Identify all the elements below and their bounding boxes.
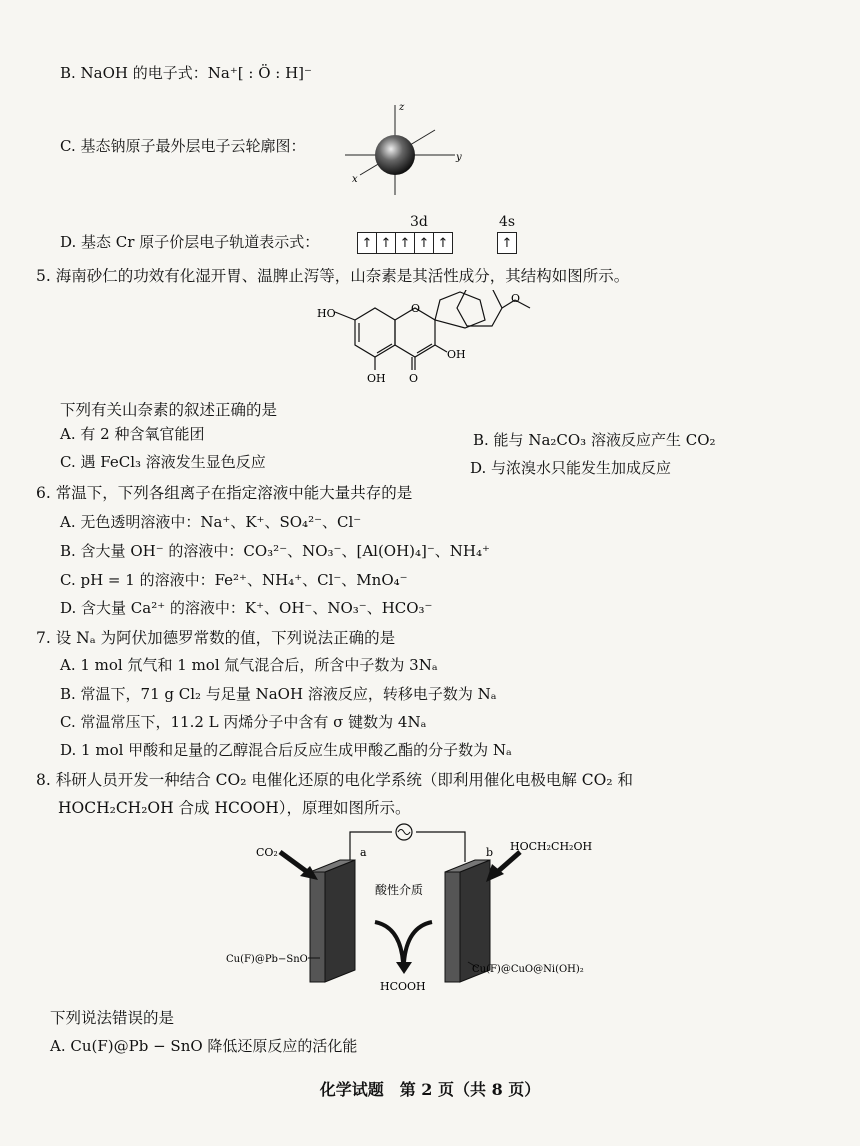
label-ho: HO: [317, 307, 336, 320]
label-oh-bottom: OH: [367, 372, 386, 385]
q5-stem: 5. 海南砂仁的功效有化湿开胃、温脾止泻等，山奈素是其活性成分，其结构如图所示。: [36, 267, 630, 285]
q5-option-d: D. 与浓溴水只能发生加成反应: [470, 459, 672, 477]
orbital-4s-label: 4s: [499, 214, 516, 230]
axis-z-label: z: [399, 102, 405, 113]
q8-stem-line1: 8. 科研人员开发一种结合 CO₂ 电催化还原的电化学系统（即利用催化电极电解 CO₂ 和: [36, 771, 633, 789]
q5-option-b: B. 能与 Na₂CO₃ 溶液反应产生 CO₂: [473, 431, 716, 449]
orbital-box: ↑: [497, 232, 517, 254]
q7-option-a: A. 1 mol 氘气和 1 mol 氚气混合后，所含中子数为 3Nₐ: [60, 656, 438, 674]
q6-option-b: B. 含大量 OH⁻ 的溶液中：CO₃²⁻、NO₃⁻、[Al(OH)₄]⁻、NH₄⁺: [60, 542, 490, 560]
label-product-hcooh: HCOOH: [380, 980, 426, 993]
q7-option-d: D. 1 mol 甲酸和足量的乙醇混合后反应生成甲酸乙酯的分子数为 Nₐ: [60, 741, 512, 759]
kaempferide-structure: [315, 290, 555, 390]
orbital-box: ↑: [357, 232, 377, 254]
q8-stem-line2: HOCH₂CH₂OH 合成 HCOOH），原理如图所示。: [58, 799, 411, 817]
orbital-3d-label: 3d: [410, 214, 428, 230]
label-electrode-a: a: [360, 846, 367, 859]
q7-stem: 7. 设 Nₐ 为阿伏加德罗常数的值，下列说法正确的是: [36, 629, 396, 647]
q6-option-d: D. 含大量 Ca²⁺ 的溶液中：K⁺、OH⁻、NO₃⁻、HCO₃⁻: [60, 599, 433, 617]
label-co2: CO₂: [256, 846, 278, 859]
label-oh-right: OH: [447, 348, 466, 361]
q5-question: 下列有关山奈素的叙述正确的是: [60, 401, 278, 419]
electrolysis-diagram: [220, 822, 640, 1002]
orbital-box: ↑: [414, 232, 434, 254]
page-footer: 化学试题 第 2 页（共 8 页）: [319, 1080, 541, 1099]
axis-y-label: y: [456, 152, 462, 163]
label-electrode-b: b: [486, 846, 494, 859]
q4-option-c: C. 基态钠原子最外层电子云轮廓图：: [60, 137, 306, 155]
axis-x-label: x: [352, 174, 358, 185]
orbital-boxes-3d: [357, 232, 452, 254]
orbital-box: ↑: [395, 232, 415, 254]
q4-option-d: D. 基态 Cr 原子价层电子轨道表示式：: [60, 233, 320, 251]
label-acidic-medium: 酸性介质: [375, 883, 424, 897]
q7-option-c: C. 常温常压下，11.2 L 丙烯分子中含有 σ 键数为 4Nₐ: [60, 713, 427, 731]
q6-option-c: C. pH = 1 的溶液中：Fe²⁺、NH₄⁺、Cl⁻、MnO₄⁻: [60, 571, 408, 589]
q6-option-a: A. 无色透明溶液中：Na⁺、K⁺、SO₄²⁻、Cl⁻: [60, 513, 362, 531]
q8-question: 下列说法错误的是: [50, 1009, 175, 1027]
q4-option-b: B. NaOH 的电子式：Na⁺[ : Ö : H]⁻: [60, 64, 312, 82]
q6-stem: 6. 常温下，下列各组离子在指定溶液中能大量共存的是: [36, 484, 413, 502]
q5-option-c: C. 遇 FeCl₃ 溶液发生显色反应: [60, 453, 266, 471]
s-orbital-diagram: [340, 100, 470, 200]
q5-option-a: A. 有 2 种含氧官能团: [60, 425, 205, 443]
label-o-methoxy: O: [511, 292, 521, 305]
label-right-catalyst: Cu(F)@CuO@Ni(OH)₂: [472, 964, 584, 975]
label-left-catalyst: Cu(F)@Pb−SnO: [226, 954, 308, 965]
q7-option-b: B. 常温下，71 g Cl₂ 与足量 NaOH 溶液反应，转移电子数为 Nₐ: [60, 685, 497, 703]
q8-option-a: A. Cu(F)@Pb − SnO 降低还原反应的活化能: [50, 1037, 358, 1055]
orbital-sphere: [375, 135, 415, 175]
label-o-carbonyl: O: [409, 372, 419, 385]
orbital-box: ↑: [433, 232, 453, 254]
label-ethylene-glycol: HOCH₂CH₂OH: [510, 840, 593, 853]
label-o-ring: O: [411, 302, 421, 315]
orbital-box-4s: [497, 232, 516, 254]
orbital-box: ↑: [376, 232, 396, 254]
